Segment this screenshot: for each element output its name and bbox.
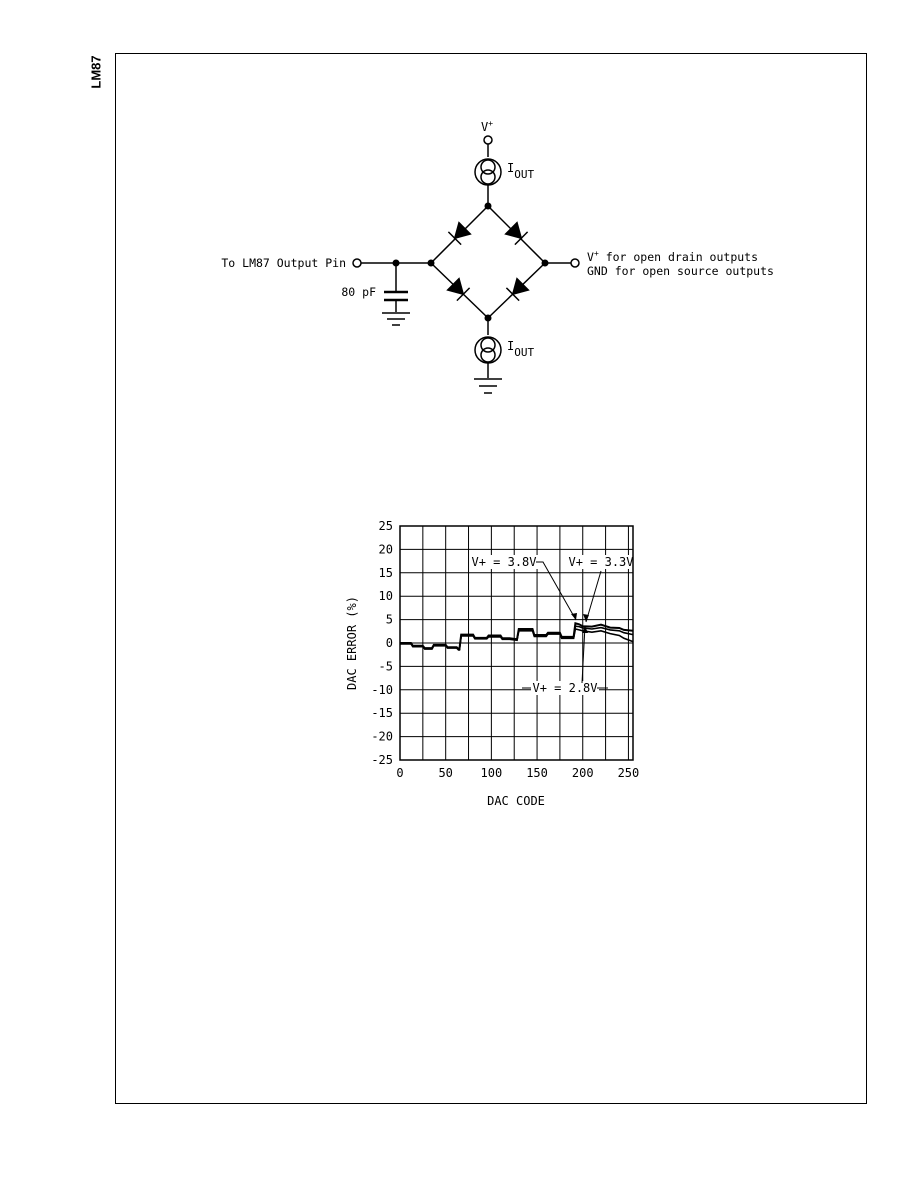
y-tick-label: -10 [371,682,393,697]
x-tick-label: 50 [438,766,453,780]
y-tick-label: 0 [385,636,393,650]
x-tick-label: 200 [571,766,594,780]
iout-top-label: IOUT [507,161,535,181]
series-line-3 [400,629,633,650]
y-tick-label: 5 [385,612,393,627]
input-label: To LM87 Output Pin [221,256,346,270]
x-tick-label: 100 [480,766,503,780]
annotation-leader [536,562,576,620]
iout-bottom-label: IOUT [507,339,535,359]
y-axis-label: DAC ERROR (%) [345,596,359,690]
output-label-line1: V+ for open drain outputs [587,249,759,264]
x-tick-label: 0 [396,766,404,780]
chart-series [400,623,633,650]
capacitor-label: 80 pF [341,285,376,299]
annotation-label: V+ = 2.8V [532,681,598,695]
output-label-line2: GND for open source outputs [587,264,774,278]
chart-annotations [470,555,635,695]
part-number-label: LM87 [88,55,104,89]
annotation-arrow [583,614,589,622]
y-tick-label: 10 [378,589,393,604]
vplus-label: V+ [481,119,494,134]
y-tick-label: 15 [378,565,393,580]
y-tick-label: 20 [378,542,393,557]
annotation-label: V+ = 3.8V [471,555,537,569]
x-tick-label: 150 [526,766,548,780]
y-tick-label: -5 [378,659,393,674]
x-tick-label: 250 [617,766,640,780]
y-tick-label: -25 [371,753,393,767]
y-tick-label: 25 [378,519,393,533]
y-tick-label: -15 [371,706,393,721]
annotation-label: V+ = 3.3V [568,555,634,569]
y-tick-label: -20 [371,729,393,744]
annotation-arrow [571,613,577,620]
x-axis-label: DAC CODE [487,794,545,808]
